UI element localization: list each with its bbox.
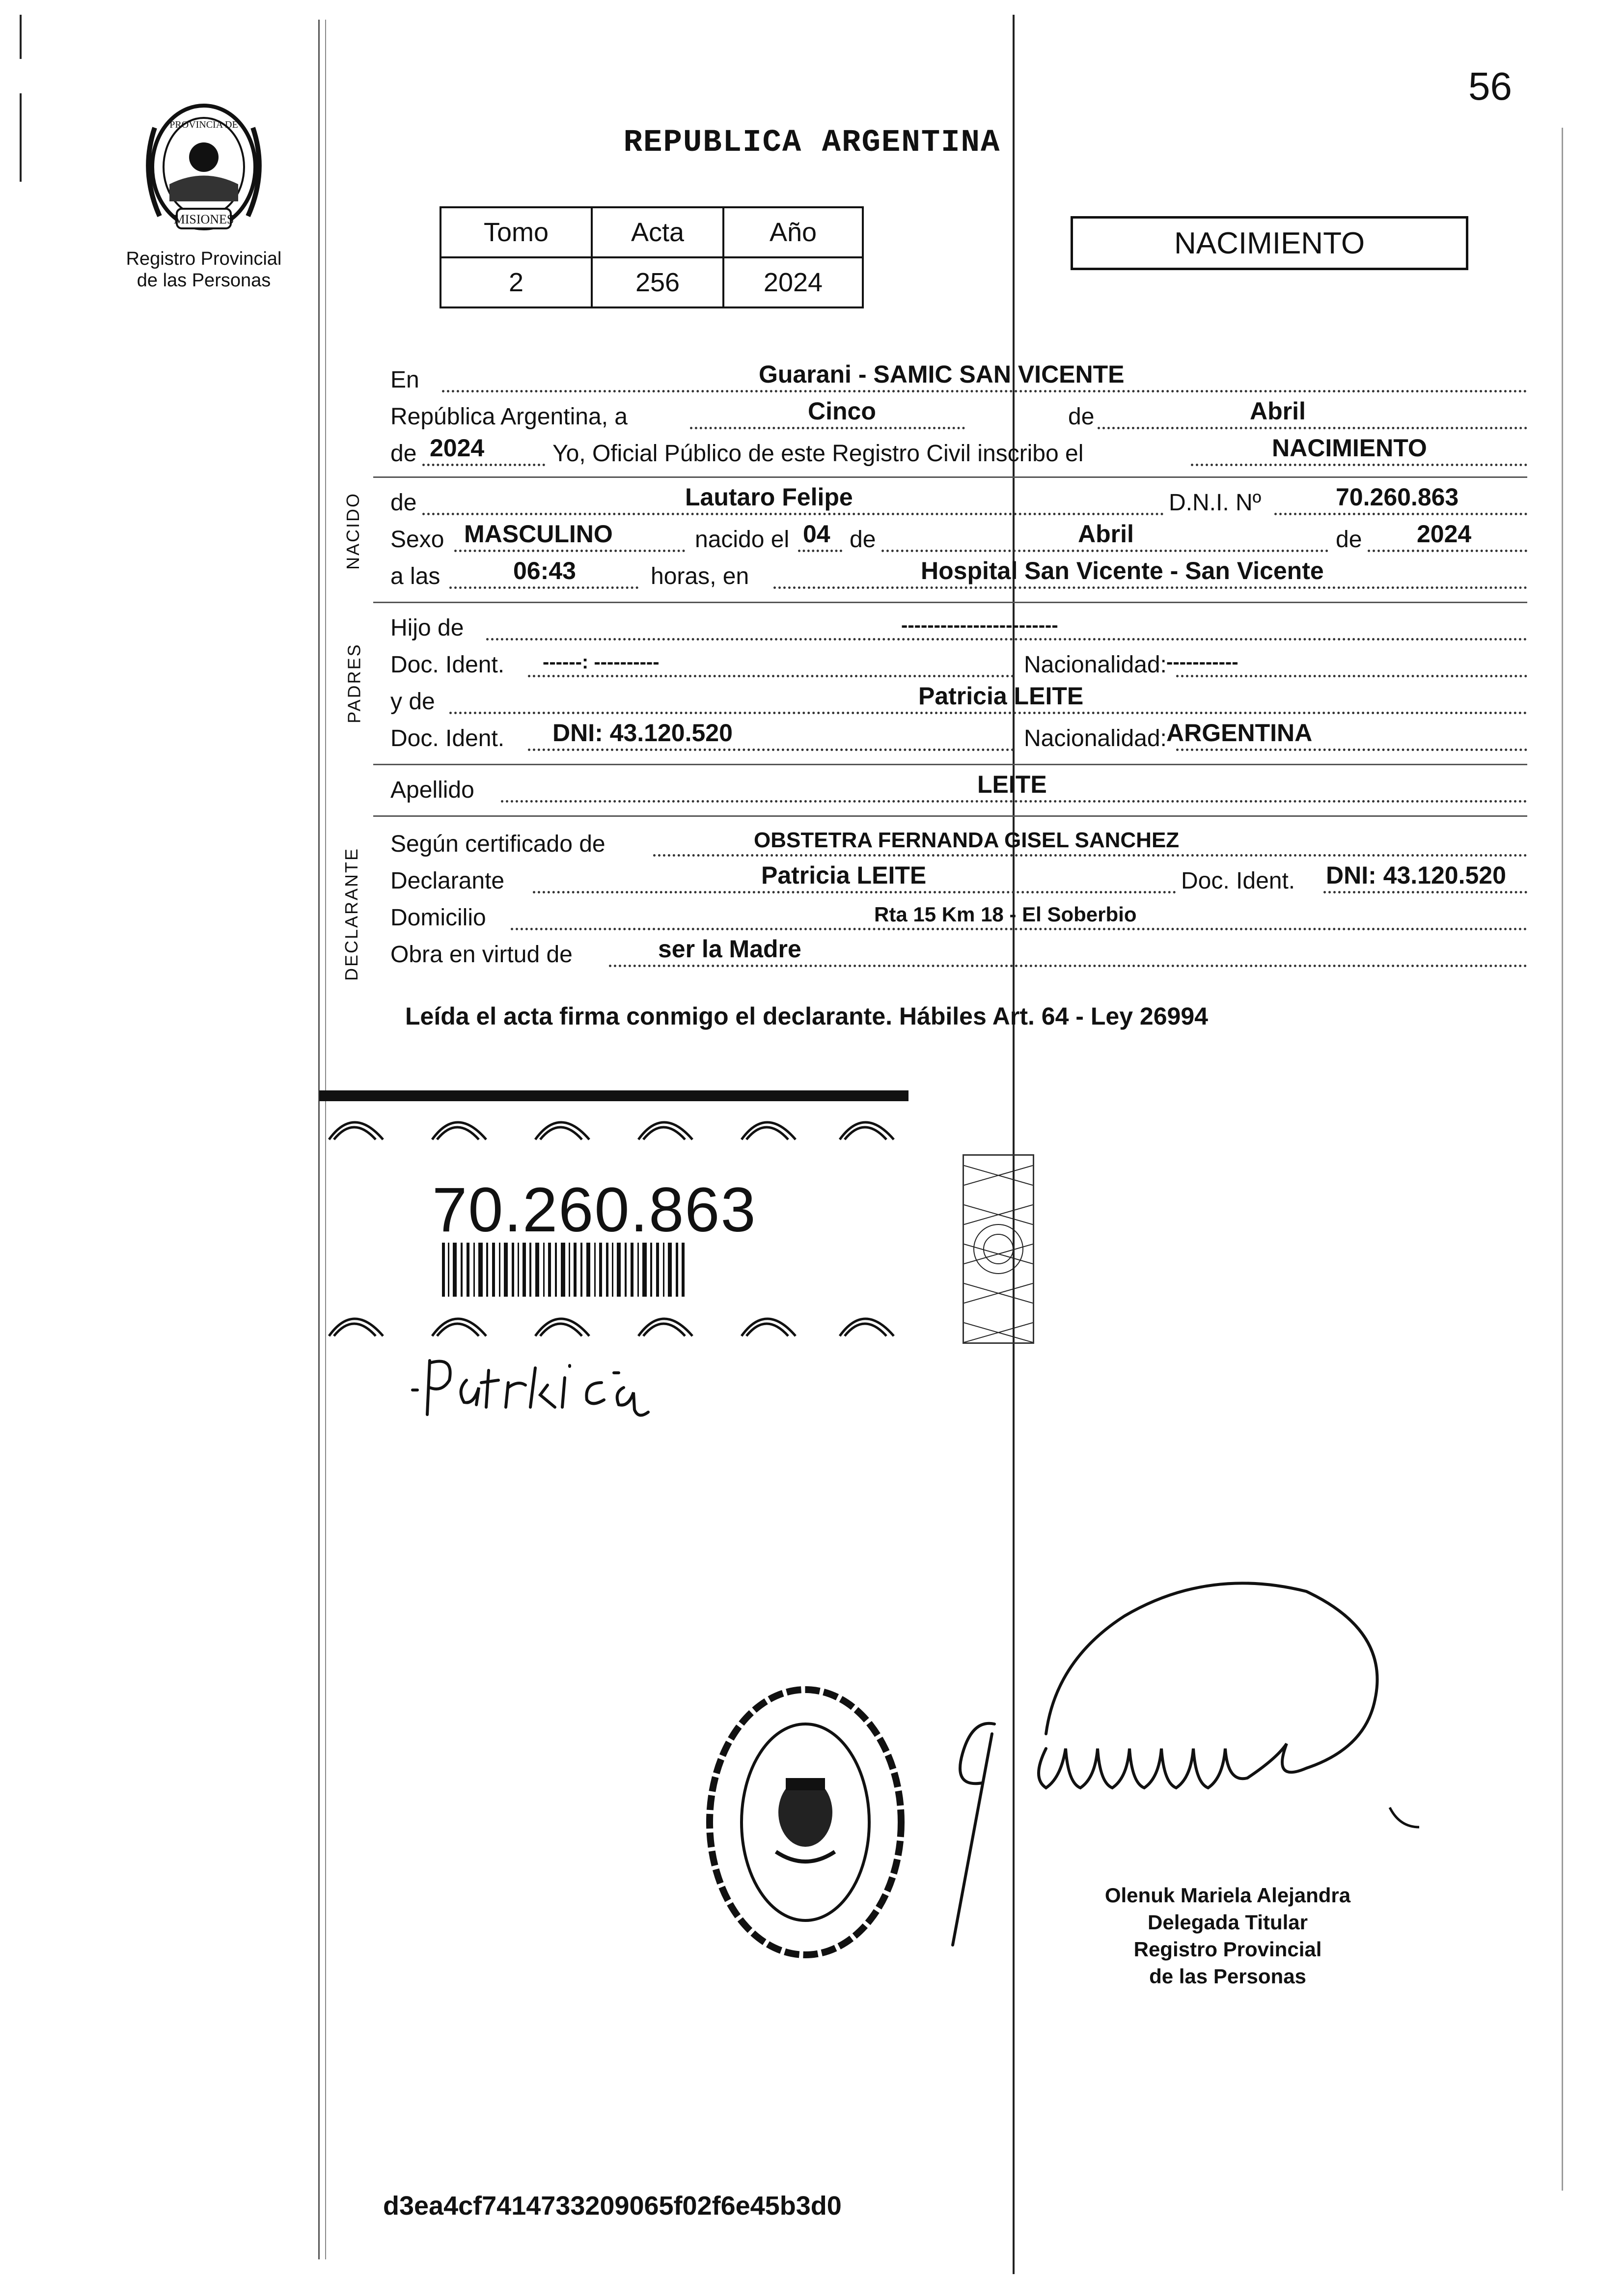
official-seal [702, 1680, 908, 1965]
registry-seal-icon [702, 1680, 908, 1965]
official-office-2: de las Personas [1149, 1965, 1306, 1988]
father-nationality-value: ----------- [1166, 651, 1239, 673]
closing-note: Leída el acta firma conmigo el declarante. Hábiles Art. 64 - Ley 26994 [405, 1002, 1208, 1030]
record-type-box: NACIMIENTO [1071, 216, 1468, 270]
svg-text:PROVINCIA DE: PROVINCIA DE [169, 119, 238, 130]
row-declarante: Declarante Patricia LEITE Doc. Ident. DNI: 43.120.520 [390, 862, 1527, 896]
header-tomo: Tomo [440, 207, 592, 257]
misiones-seal-icon [130, 98, 277, 246]
security-hologram [963, 1154, 1034, 1344]
mother-doc-value: DNI: 43.120.520 [552, 719, 733, 747]
row-sexo: Sexo MASCULINO nacido el 04 de Abril de 2024 [390, 521, 1527, 555]
row-hijo-de: Hijo de ------------------------ [390, 609, 1527, 643]
inscribe-value: NACIMIENTO [1272, 434, 1427, 462]
hologram-pattern-icon [964, 1156, 1033, 1342]
mother-name-value: Patricia LEITE [918, 682, 1084, 710]
row-republica: República Argentina, a Cinco de Abril [390, 398, 1527, 432]
row-year: de 2024 Yo, Oficial Público de este Registro Civil inscribo el NACIMIENTO [390, 435, 1527, 469]
row-domicilio: Domicilio Rta 15 Km 18 - El Soberbio [390, 899, 1527, 933]
value-tomo: 2 [440, 257, 592, 307]
row-apellido: Apellido LEITE [390, 771, 1527, 806]
section-label-padres: PADRES [344, 643, 364, 723]
official-office-1: Registro Provincial [1133, 1938, 1322, 1961]
row-obra: Obra en virtud de ser la Madre [390, 936, 1527, 970]
row-doc1: Doc. Ident. ------: ---------- Nacionalidad: ----------- [390, 646, 1527, 680]
header-acta: Acta [592, 207, 723, 257]
document-hash: d3ea4cf7414733209065f02f6e45b3d0 [383, 2191, 842, 2221]
handwritten-signature-icon [408, 1346, 663, 1424]
birth-day-value: 04 [803, 520, 830, 548]
month-value: Abril [1250, 397, 1306, 425]
header-ano: Año [723, 207, 863, 257]
record-table [440, 206, 864, 308]
birth-year-value: 2024 [1417, 520, 1472, 548]
right-margin-line [1562, 128, 1563, 2191]
declarant-doc-value: DNI: 43.120.520 [1326, 862, 1506, 889]
row-time: a las 06:43 horas, en Hospital San Vicente - San Vicente [390, 557, 1527, 592]
child-name-value: Lautaro Felipe [685, 483, 853, 511]
birth-place-value: Hospital San Vicente - San Vicente [921, 557, 1324, 584]
page-number: 56 [1468, 64, 1512, 108]
row-segun: Según certificado de OBSTETRA FERNANDA GISEL SANCHEZ [390, 825, 1527, 860]
birth-month-value: Abril [1078, 520, 1134, 548]
father-value: ------------------------ [901, 614, 1058, 636]
row-doc2: Doc. Ident. DNI: 43.120.520 Nacionalidad: ARGENTINA [390, 720, 1527, 754]
official-position: Delegada Titular [1148, 1911, 1308, 1934]
official-name: Olenuk Mariela Alejandra [1104, 1884, 1351, 1907]
row-y-de: y de Patricia LEITE [390, 683, 1527, 717]
declarant-value: Patricia LEITE [761, 862, 927, 889]
svg-text:MISIONES: MISIONES [173, 212, 234, 226]
mother-nationality-value: ARGENTINA [1166, 719, 1313, 747]
page-title: REPUBLICA ARGENTINA [623, 125, 1001, 161]
section-label-declarante: DECLARANTE [341, 847, 362, 981]
address-value: Rta 15 Km 18 - El Soberbio [874, 903, 1137, 926]
logo-caption: Registro Provincial de las Personas [126, 249, 282, 291]
birth-time-value: 06:43 [513, 557, 576, 584]
certificate-value: OBSTETRA FERNANDA GISEL SANCHEZ [754, 828, 1180, 852]
row-en: En Guarani - SAMIC SAN VICENTE [390, 361, 1527, 395]
place-value: Guarani - SAMIC SAN VICENTE [759, 361, 1125, 388]
year-value: 2024 [430, 434, 485, 462]
father-doc-value: ------: ---------- [543, 651, 660, 673]
value-ano: 2024 [723, 257, 863, 307]
surname-value: LEITE [977, 771, 1047, 798]
left-margin-line [20, 15, 22, 59]
child-dni-value: 70.260.863 [1336, 483, 1459, 511]
sexo-value: MASCULINO [464, 520, 613, 548]
value-acta: 256 [592, 257, 723, 307]
row-name: de Lautaro Felipe D.N.I. Nº 70.260.863 [390, 484, 1527, 518]
dni-sticker-number: 70.260.863 [432, 1175, 757, 1245]
handwritten-name [408, 1346, 663, 1427]
basis-value: ser la Madre [658, 935, 801, 963]
day-words-value: Cinco [808, 397, 876, 425]
section-label-nacido: NACIDO [343, 492, 363, 570]
